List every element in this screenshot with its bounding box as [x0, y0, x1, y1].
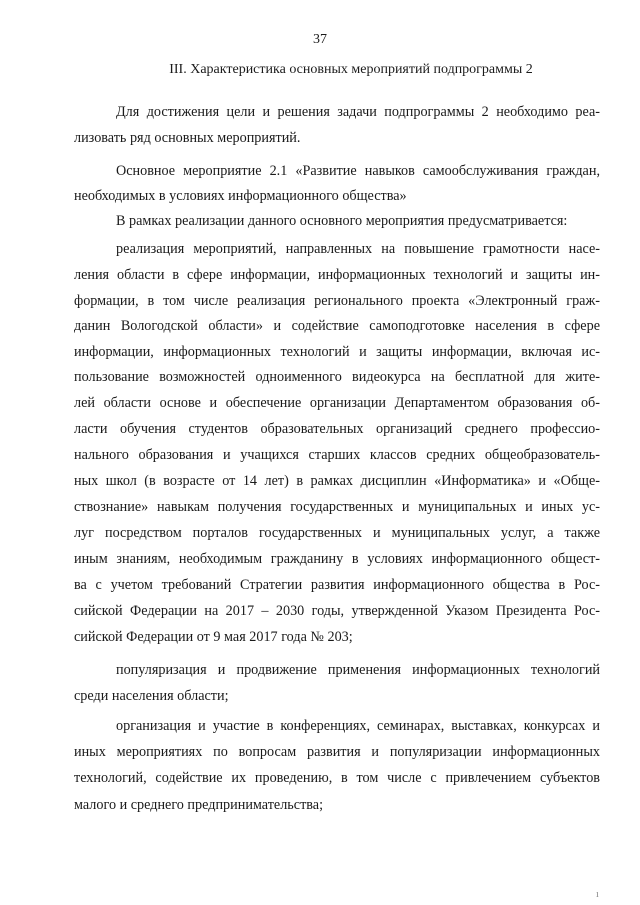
scan-artifact-mark: ı	[596, 889, 599, 900]
paragraph-line: ных школ (в возрасте от 14 лет) в рамках дисциплин «Информатика» и «Обще-	[74, 473, 600, 489]
paragraph-line: иным знаниям, необходимым гражданину в условиях информационного общест-	[74, 551, 600, 567]
paragraph-line: малого и среднего предпринимательства;	[74, 797, 324, 813]
paragraph-line: сийской Федерации от 9 мая 2017 года № 203;	[74, 629, 353, 645]
paragraph-line: среди населения области;	[74, 688, 229, 704]
paragraph-line: луг посредством порталов государственных и муниципальных услуг, а также	[74, 525, 600, 541]
section-heading: III. Характеристика основных мероприятий подпрограммы 2	[169, 62, 533, 77]
paragraph-line: ления области в сфере информации, информационных технологий и защиты ин-	[74, 267, 600, 283]
paragraph-line: ва с учетом требований Стратегии развития информационного общества в Рос-	[74, 577, 600, 593]
paragraph-line: организация и участие в конференциях, семинарах, выставках, конкурсах и	[116, 718, 600, 734]
page-number: 37	[313, 32, 327, 47]
paragraph-line: ласти обучения студентов образовательных организаций среднего профессио-	[74, 421, 600, 437]
paragraph-line: лизовать ряд основных мероприятий.	[74, 130, 301, 146]
paragraph-line: данин Вологодской области» и содействие самоподготовке населения в сфере	[74, 318, 600, 334]
paragraph-line: информации, информационных технологий и защиты информации, включая ис-	[74, 344, 600, 360]
paragraph-line: формации, в том числе реализация регионального проекта «Электронный граж-	[74, 293, 600, 309]
paragraph-line: Основное мероприятие 2.1 «Развитие навыков самообслуживания граждан,	[116, 163, 600, 179]
paragraph-line: популяризация и продвижение применения информационных технологий	[116, 662, 600, 678]
paragraph-line: ствознание» навыкам получения государственных и муниципальных и иных ус-	[74, 499, 600, 515]
paragraph-line: лей области основе и обеспечение организации Департаментом образования об-	[74, 395, 600, 411]
paragraph-line: технологий, содействие их проведению, в том числе с привлечением субъектов	[74, 770, 600, 786]
paragraph-line: сийской Федерации на 2017 – 2030 годы, утвержденной Указом Президента Рос-	[74, 603, 600, 619]
paragraph-line: В рамках реализации данного основного мероприятия предусматривается:	[116, 213, 568, 229]
paragraph-line: пользование возможностей одноименного видеокурса на бесплатной для жите-	[74, 369, 600, 385]
paragraph-line: реализация мероприятий, направленных на повышение грамотности насе-	[116, 241, 600, 257]
paragraph-line: Для достижения цели и решения задачи подпрограммы 2 необходимо реа-	[116, 104, 600, 120]
paragraph-line: необходимых в условиях информационного общества»	[74, 188, 407, 204]
paragraph-line: иных мероприятиях по вопросам развития и популяризации информационных	[74, 744, 600, 760]
paragraph-line: нального образования и учащихся старших классов средних общеобразователь-	[74, 447, 600, 463]
